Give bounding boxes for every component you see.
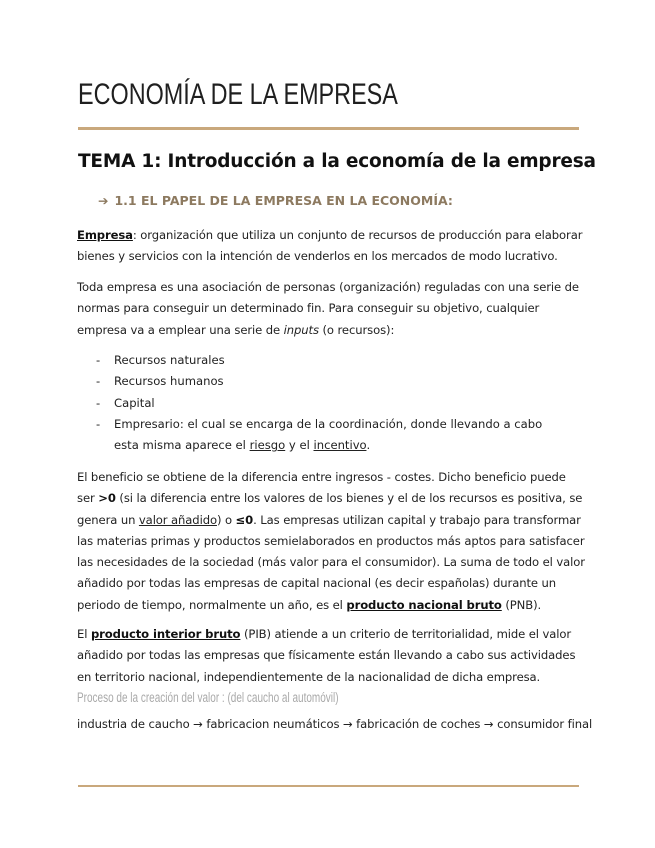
list-item-label: Recursos naturales	[114, 353, 225, 367]
pib-text-b: (PIB) atiende a un criterio de territorialidad, mide el valor añadido por todas las empresas que físicamente están llevando a cabo sus actividades en territorio nacional, independientemente de la nacionalidad de dicha empresa.	[77, 627, 576, 684]
beneficio-paragraph	[77, 467, 587, 616]
value-chain: industria de caucho → fabricacion neumáticos → fabricación de coches → consumidor final	[77, 717, 593, 731]
less-equal-zero: ≤0	[235, 512, 254, 527]
dash-bullet: -	[96, 416, 101, 431]
incentivo-term: incentivo	[313, 438, 367, 453]
section-heading	[98, 193, 453, 208]
intro-text-b: (o recursos):	[318, 322, 395, 337]
beneficio-text-c: (si la diferencia entre los valores de los bienes y el de los recursos es positiva, se genera un	[77, 491, 583, 527]
intro-text-a: Toda empresa es una asociación de personas (organización) reguladas con una serie de normas para conseguir un determinado fin. Para conseguir su objetivo, cualquier empresa va a emplear una serie de	[77, 280, 579, 337]
list-item	[96, 393, 566, 414]
list-item-label: Empresario: el cual se encarga de la coordinación, donde llevando a cabo esta misma aparece el	[114, 416, 543, 453]
list-item-label: Capital	[114, 395, 155, 410]
riesgo-term: riesgo	[249, 438, 286, 453]
value-chain-caption: Proceso de la creación del valor : (del caucho al automóvil)	[77, 690, 339, 705]
pib-text-a: El	[77, 627, 91, 641]
list-item	[96, 371, 566, 392]
dash-bullet: -	[96, 395, 101, 410]
inputs-term: inputs	[283, 322, 319, 337]
beneficio-text-f: (PNB).	[501, 597, 542, 612]
valor-anadido-term: valor añadido	[138, 512, 217, 527]
beneficio-text-e: . Las empresas utilizan capital y trabajo para transformar las materias primas y productos semielaborados en productos más aptos para satisfacer las necesidades de la sociedad (más valor para el consumidor). La suma de todo el valor añadido por todas las empresas de capital nacional (es decir españolas) durante un periodo de tiempo, normalmente un año, es el	[77, 512, 585, 612]
list-item-connector: y el	[285, 438, 314, 453]
dash-bullet: -	[96, 374, 101, 389]
beneficio-text-d: ) o	[216, 512, 236, 527]
bottom-divider	[78, 785, 579, 787]
top-divider	[78, 127, 579, 130]
intro-paragraph	[77, 277, 587, 341]
pnb-term: producto nacional bruto	[346, 597, 502, 612]
tema-heading: TEMA 1: Introducción a la economía de la empresa	[78, 151, 596, 172]
greater-zero: >0	[98, 491, 116, 506]
document-title: ECONOMÍA DE LA EMPRESA	[78, 78, 398, 111]
definition-paragraph	[77, 225, 587, 268]
list-item-end: .	[366, 438, 371, 453]
term-empresa: Empresa	[77, 228, 133, 242]
pib-term: producto interior bruto	[90, 627, 241, 641]
arrow-icon: ➔	[98, 193, 109, 208]
list-item-label: Recursos humanos	[114, 374, 224, 389]
definition-text: : organización que utiliza un conjunto de recursos de producción para elaborar bienes y servicios con la intención de venderlos en los mercados de modo lucrativo.	[77, 228, 583, 264]
dash-bullet: -	[96, 353, 101, 367]
list-item	[96, 350, 566, 371]
section-heading-label: 1.1 EL PAPEL DE LA EMPRESA EN LA ECONOMÍA:	[114, 193, 453, 208]
beneficio-text-a: El beneficio se obtiene de la diferencia entre ingresos - costes. Dicho beneficio puede ser	[77, 470, 566, 506]
pib-paragraph	[77, 624, 587, 688]
list-item	[96, 414, 566, 457]
resources-list	[96, 350, 566, 456]
